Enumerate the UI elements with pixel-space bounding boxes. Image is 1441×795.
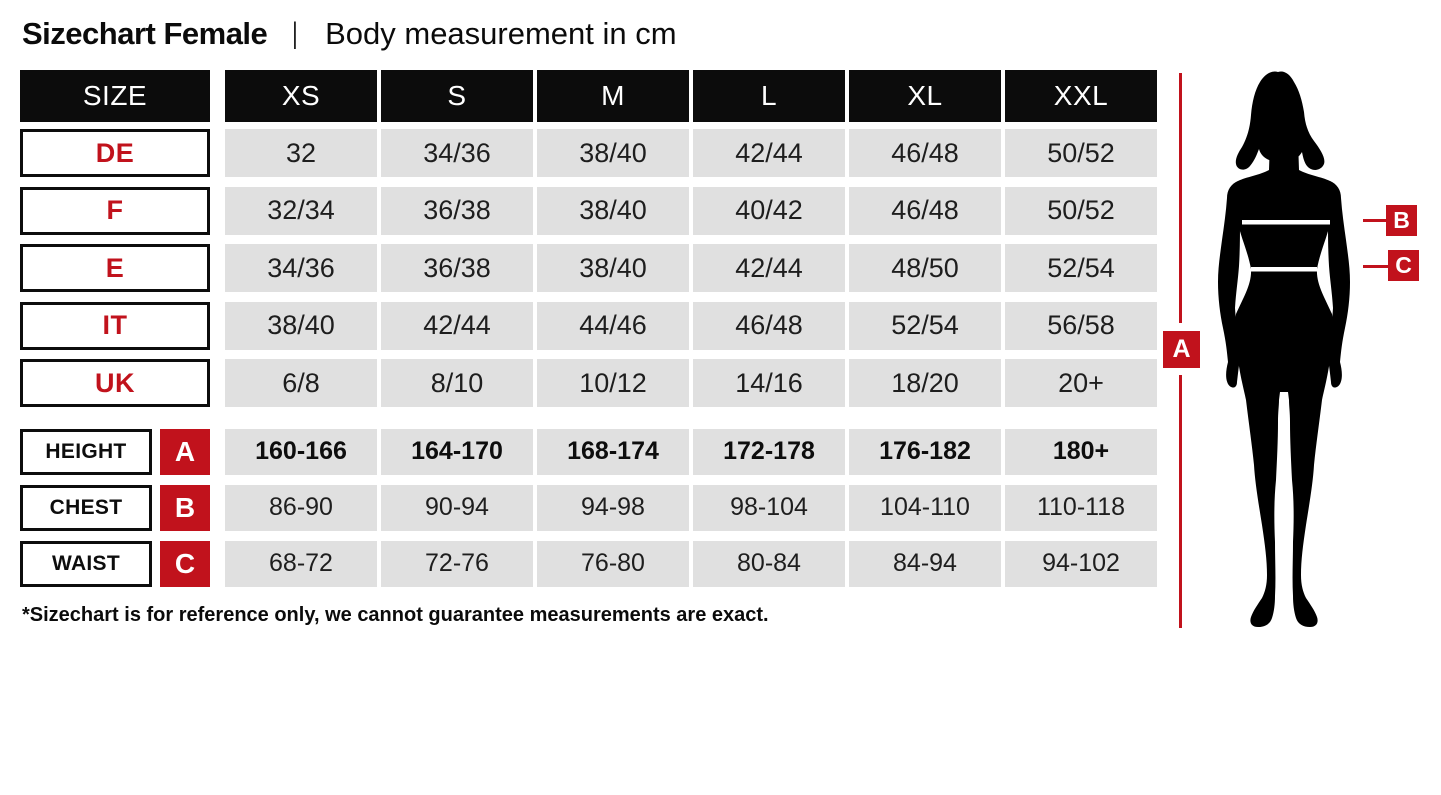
table-cell: 52/54	[849, 302, 1001, 350]
table-cell: 50/52	[1005, 129, 1157, 177]
table-row-chest	[20, 485, 1160, 531]
column-header-xs: XS	[225, 70, 377, 122]
table-cell: 32/34	[225, 187, 377, 235]
sizechart-table	[20, 70, 1160, 597]
table-cell: 94-102	[1005, 541, 1157, 587]
table-cell: 14/16	[693, 359, 845, 407]
table-cell: 94-98	[537, 485, 689, 531]
table-cell: 84-94	[849, 541, 1001, 587]
table-cell: 160-166	[225, 429, 377, 475]
table-cell: 76-80	[537, 541, 689, 587]
table-cell: 46/48	[693, 302, 845, 350]
table-cell: 176-182	[849, 429, 1001, 475]
table-row-uk	[20, 359, 1160, 407]
table-cell: 6/8	[225, 359, 377, 407]
figure-marker-c: C	[1388, 250, 1419, 281]
table-cell: 86-90	[225, 485, 377, 531]
page-title	[22, 15, 677, 53]
female-body-silhouette	[1200, 70, 1400, 630]
table-cell: 38/40	[537, 129, 689, 177]
marker-a-badge: A	[160, 429, 210, 475]
row-label-f: F	[20, 187, 210, 235]
footnote: *Sizechart is for reference only, we cannot guarantee measurements are exact.	[22, 604, 769, 626]
row-label-it: IT	[20, 302, 210, 350]
page-title-subtitle: Body measurement in cm	[325, 16, 677, 51]
table-cell: 52/54	[1005, 244, 1157, 292]
column-header-s: S	[381, 70, 533, 122]
table-cell: 90-94	[381, 485, 533, 531]
table-cell: 40/42	[693, 187, 845, 235]
table-cell: 18/20	[849, 359, 1001, 407]
table-cell: 8/10	[381, 359, 533, 407]
height-measure-line-bottom	[1179, 375, 1182, 628]
row-label-waist: WAIST	[20, 541, 152, 587]
table-row-height	[20, 429, 1160, 475]
table-row-waist	[20, 541, 1160, 587]
marker-b-badge: B	[160, 485, 210, 531]
table-cell: 98-104	[693, 485, 845, 531]
table-cell: 164-170	[381, 429, 533, 475]
table-header-row	[20, 70, 1160, 122]
row-label-de: DE	[20, 129, 210, 177]
row-label-e: E	[20, 244, 210, 292]
table-cell: 42/44	[693, 244, 845, 292]
title-separator: |	[292, 17, 299, 50]
table-row-e	[20, 244, 1160, 292]
row-label-uk: UK	[20, 359, 210, 407]
column-header-xxl: XXL	[1005, 70, 1157, 122]
row-label-chest: CHEST	[20, 485, 152, 531]
table-cell: 32	[225, 129, 377, 177]
table-cell: 80-84	[693, 541, 845, 587]
table-cell: 172-178	[693, 429, 845, 475]
figure-marker-a: A	[1163, 331, 1200, 368]
table-cell: 56/58	[1005, 302, 1157, 350]
table-row-it	[20, 302, 1160, 350]
table-cell: 48/50	[849, 244, 1001, 292]
table-cell: 46/48	[849, 187, 1001, 235]
table-cell: 104-110	[849, 485, 1001, 531]
table-cell: 168-174	[537, 429, 689, 475]
table-cell: 72-76	[381, 541, 533, 587]
table-cell: 50/52	[1005, 187, 1157, 235]
size-column-header: SIZE	[20, 70, 210, 122]
table-cell: 180+	[1005, 429, 1157, 475]
table-cell: 20+	[1005, 359, 1157, 407]
table-cell: 10/12	[537, 359, 689, 407]
table-cell: 42/44	[381, 302, 533, 350]
table-cell: 44/46	[537, 302, 689, 350]
chest-line	[1242, 220, 1330, 225]
waist-line	[1251, 267, 1317, 272]
table-cell: 110-118	[1005, 485, 1157, 531]
row-label-height: HEIGHT	[20, 429, 152, 475]
table-cell: 42/44	[693, 129, 845, 177]
column-header-m: M	[537, 70, 689, 122]
table-cell: 34/36	[225, 244, 377, 292]
table-cell: 36/38	[381, 244, 533, 292]
page-title-bold: Sizechart Female	[22, 16, 268, 51]
table-cell: 46/48	[849, 129, 1001, 177]
table-cell: 68-72	[225, 541, 377, 587]
table-cell: 36/38	[381, 187, 533, 235]
table-row-de	[20, 129, 1160, 177]
height-measure-line-top	[1179, 73, 1182, 323]
figure-marker-b: B	[1386, 205, 1417, 236]
column-header-l: L	[693, 70, 845, 122]
table-row-f	[20, 187, 1160, 235]
table-cell: 38/40	[537, 187, 689, 235]
table-cell: 34/36	[381, 129, 533, 177]
table-cell: 38/40	[537, 244, 689, 292]
marker-c-badge: C	[160, 541, 210, 587]
column-header-xl: XL	[849, 70, 1001, 122]
table-cell: 38/40	[225, 302, 377, 350]
